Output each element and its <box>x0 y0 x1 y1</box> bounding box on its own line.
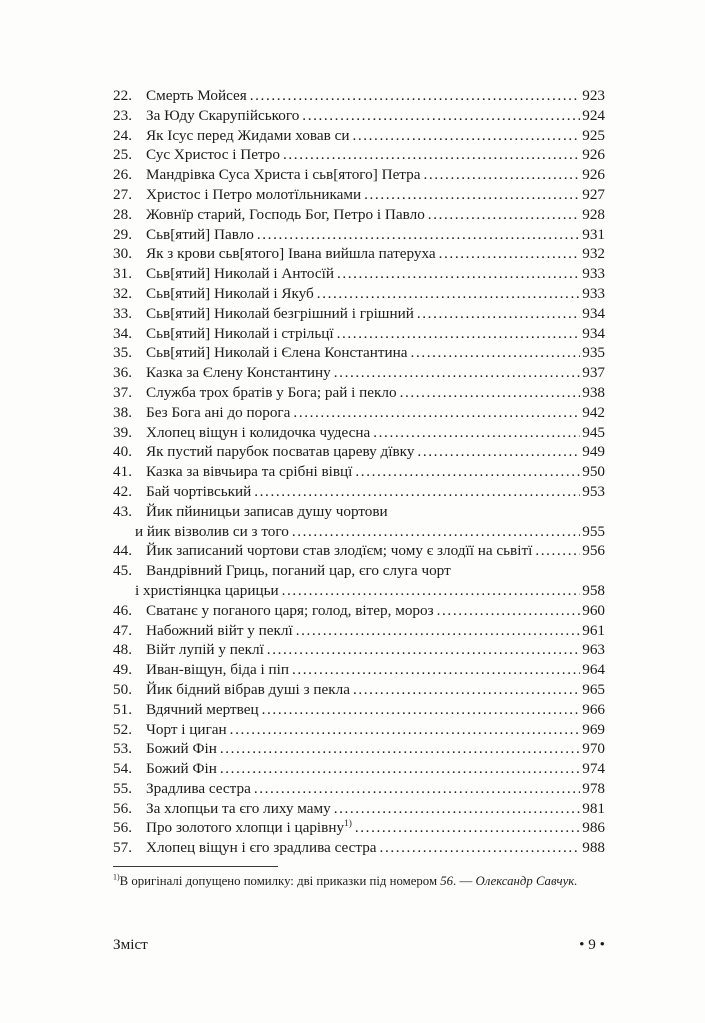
toc-entry-page: 963 <box>582 641 605 659</box>
toc-entry-title: Казка за вівчьира та срібні вівцї <box>146 463 353 481</box>
toc-row <box>113 304 605 324</box>
toc-entry-number: 52. <box>113 720 132 738</box>
toc-entry-number: 46. <box>113 601 132 619</box>
toc-entry-title: Сьв[ятий] Павло <box>146 225 254 243</box>
toc-row <box>113 363 605 383</box>
toc-row <box>113 502 605 522</box>
toc-entry-title-wrap <box>146 640 264 660</box>
toc-row <box>113 621 605 641</box>
toc-row <box>113 838 605 858</box>
toc-row <box>113 640 605 660</box>
dot-leader <box>373 423 580 443</box>
toc-entry-title-wrap <box>146 700 259 720</box>
dot-leader <box>293 403 580 423</box>
toc-row <box>113 739 605 759</box>
dot-leader <box>250 86 580 106</box>
toc-entry-title-wrap <box>146 403 290 423</box>
toc-entry-title-wrap <box>146 779 251 799</box>
toc-entry-title: Сьв[ятий] Николай і стрільцї <box>146 324 334 342</box>
toc-entry-number: 56. <box>113 799 132 817</box>
toc-entry-number: 42. <box>113 482 132 500</box>
toc-row <box>113 264 605 284</box>
toc-entry-title-wrap <box>146 145 280 165</box>
toc-entry-number: 32. <box>113 284 132 302</box>
toc-entry-title: За хлопцьи та єго лиху маму <box>146 799 331 817</box>
toc-entry-number: 30. <box>113 245 132 263</box>
toc-entry-title: Вандрівний Гриць, поганий цар, єго слуга чорт <box>146 562 451 580</box>
toc-entry-title-wrap <box>146 462 352 482</box>
toc-row <box>113 462 605 482</box>
toc-entry-title-wrap <box>146 343 408 363</box>
toc-entry-page: 945 <box>582 423 605 441</box>
toc-entry-number: 43. <box>113 502 132 520</box>
toc-row <box>113 759 605 779</box>
toc-entry-page: 950 <box>582 463 605 481</box>
toc-row <box>113 700 605 720</box>
toc-row <box>113 324 605 344</box>
toc-entry-page: 965 <box>582 680 605 698</box>
toc-entry-page: 958 <box>582 581 605 599</box>
toc-entry-number: 41. <box>113 463 132 481</box>
toc-entry-title-wrap <box>146 541 532 561</box>
toc-entry-number: 36. <box>113 364 132 382</box>
dot-leader <box>352 126 580 146</box>
dot-leader <box>334 363 580 383</box>
toc-entry-number: 40. <box>113 443 132 461</box>
toc-entry-title-wrap <box>146 324 334 344</box>
toc-entry-number: 33. <box>113 304 132 322</box>
toc-entry-number: 31. <box>113 265 132 283</box>
footnote-number-italic: 56 <box>440 874 454 888</box>
toc-entry-page: 937 <box>582 364 605 382</box>
toc-entry-number: 35. <box>113 344 132 362</box>
toc-entry-page: 925 <box>582 126 605 144</box>
dot-leader <box>428 205 580 225</box>
toc-entry-title: Сус Христос і Петро <box>146 146 280 164</box>
toc-entry-page: 923 <box>582 87 605 104</box>
toc-entry-title-wrap <box>146 86 247 106</box>
toc-entry-title: Сьв[ятий] Николай і Єлена Константина <box>146 344 408 362</box>
toc-row <box>113 165 605 185</box>
toc-entry-title-wrap <box>146 739 217 759</box>
toc-entry-number: 23. <box>113 106 132 124</box>
dot-leader <box>417 304 580 324</box>
toc-row <box>113 522 605 542</box>
toc-entry-title: Сьв[ятий] Николай і Якуб <box>146 284 314 302</box>
dot-leader <box>411 343 581 363</box>
footnote-marker: 1) <box>113 872 120 882</box>
toc-row <box>113 205 605 225</box>
page-footer <box>113 936 605 954</box>
toc-entry-number: 34. <box>113 324 132 342</box>
toc-entry-title: Йик пйиницьи записав душу чортови <box>146 502 388 520</box>
toc-entry-page: 986 <box>582 819 605 837</box>
dot-leader <box>283 145 580 165</box>
toc-entry-title: Иван-віщун, біда і піп <box>146 661 289 679</box>
dot-leader <box>296 621 581 641</box>
toc-entry-number: 53. <box>113 740 132 758</box>
dot-leader <box>220 739 580 759</box>
footnote-author: Олександр Савчук. <box>475 874 578 888</box>
toc-row <box>113 86 605 106</box>
toc-entry-page: 974 <box>582 760 605 778</box>
dot-leader <box>355 462 580 482</box>
toc-row <box>113 185 605 205</box>
toc-entry-page: 969 <box>582 720 605 738</box>
toc-entry-title-wrap <box>146 561 451 581</box>
toc-entry-page: 928 <box>582 205 605 223</box>
toc-entry-title-wrap <box>146 799 331 819</box>
toc-entry-title-wrap <box>146 284 314 304</box>
toc-row <box>113 482 605 502</box>
toc-entry-title: Божий Фін <box>146 760 217 778</box>
toc-entry-title: Бай чортівський <box>146 482 252 500</box>
toc-entry-page: 955 <box>582 522 605 540</box>
toc-row <box>113 343 605 363</box>
toc-entry-page: 935 <box>582 344 605 362</box>
toc-entry-number: 24. <box>113 126 132 144</box>
toc-entry-page: 926 <box>582 166 605 184</box>
toc-row <box>113 799 605 819</box>
toc-entry-title: Хлопец віщун і єго зрадлива сестра <box>146 839 377 857</box>
toc-entry-title-wrap <box>146 225 254 245</box>
toc-entry-title-wrap <box>146 106 299 126</box>
toc-entry-title-wrap <box>146 244 436 264</box>
toc-entry-title-wrap <box>146 383 397 403</box>
toc-entry-title-wrap <box>146 818 352 838</box>
toc-row <box>113 423 605 443</box>
toc-entry-title-wrap <box>146 423 370 443</box>
toc-entry-title: Хлопец віщун і колидочка чудесна <box>146 423 371 441</box>
toc-entry-title: Йик бідний вібрав душі з пекла <box>146 680 350 698</box>
toc-entry-page: 970 <box>582 740 605 758</box>
toc-entry-title-wrap <box>146 442 414 462</box>
toc-entry-page: 934 <box>582 304 605 322</box>
dot-leader <box>334 799 581 819</box>
toc-entry-number: 44. <box>113 542 132 560</box>
toc-entry-number: 28. <box>113 205 132 223</box>
table-of-contents <box>113 86 605 858</box>
dot-leader <box>302 106 580 126</box>
toc-entry-page: 931 <box>582 225 605 243</box>
toc-entry-page: 966 <box>582 700 605 718</box>
toc-entry-title: За Юду Скарупійського <box>146 106 300 124</box>
toc-entry-page: 964 <box>582 661 605 679</box>
toc-entry-title-wrap <box>146 502 388 522</box>
toc-entry-page: 956 <box>582 542 605 560</box>
toc-entry-page: 961 <box>582 621 605 639</box>
toc-row <box>113 601 605 621</box>
toc-entry-title: Божий Фін <box>146 740 217 758</box>
dot-leader <box>353 680 580 700</box>
toc-entry-title: Жовнїр старий, Господь Бог, Петро і Павло <box>146 205 425 223</box>
toc-entry-page: 934 <box>582 324 605 342</box>
toc-row <box>113 403 605 423</box>
toc-entry-title: Сватанє у поганого царя; голод, вітер, мороз <box>146 601 434 619</box>
toc-entry-number: 55. <box>113 779 132 797</box>
toc-entry-title-wrap <box>146 363 331 383</box>
toc-entry-page: 949 <box>582 443 605 461</box>
toc-entry-number: 56. <box>113 819 132 837</box>
toc-entry-title: Зрадлива сестра <box>146 779 251 797</box>
toc-entry-page: 933 <box>582 284 605 302</box>
toc-entry-page: 960 <box>582 601 605 619</box>
toc-row <box>113 720 605 740</box>
toc-row <box>113 145 605 165</box>
toc-row <box>113 581 605 601</box>
toc-entry-title-wrap <box>146 264 334 284</box>
toc-entry-number: 25. <box>113 146 132 164</box>
toc-entry-title: Казка за Єлену Константину <box>146 364 331 382</box>
toc-entry-title-wrap <box>146 601 434 621</box>
toc-entry-number: 26. <box>113 166 132 184</box>
toc-row <box>113 383 605 403</box>
toc-entry-page: 926 <box>582 146 605 164</box>
toc-entry-page: 953 <box>582 482 605 500</box>
toc-entry-number: 48. <box>113 641 132 659</box>
toc-entry-title-wrap <box>146 205 425 225</box>
toc-row <box>113 284 605 304</box>
toc-entry-title: Смерть Мойсея <box>146 87 247 104</box>
toc-row <box>113 561 605 581</box>
dot-leader <box>254 482 580 502</box>
toc-entry-title: і христіянцка царицьи <box>135 581 279 599</box>
dot-leader <box>267 640 580 660</box>
toc-entry-number: 27. <box>113 185 132 203</box>
toc-row <box>113 660 605 680</box>
footnote-rule <box>113 866 278 867</box>
toc-entry-number: 39. <box>113 423 132 441</box>
toc-entry-title-wrap <box>146 126 349 146</box>
toc-entry-page: 927 <box>582 185 605 203</box>
toc-row <box>113 106 605 126</box>
toc-entry-title: Як Ісус перед Жидами ховав си <box>146 126 350 144</box>
footnote-text: В оригіналі допущено помилку: дві приказки під номером <box>119 874 441 888</box>
dot-leader <box>337 324 581 344</box>
toc-entry-number: 54. <box>113 760 132 778</box>
dot-leader <box>355 818 580 838</box>
toc-entry-page: 978 <box>582 779 605 797</box>
toc-entry-title: Мандрівка Суса Христа і сьв[ятого] Петра <box>146 166 421 184</box>
toc-entry-page: 933 <box>582 265 605 283</box>
toc-entry-title-wrap <box>146 165 420 185</box>
toc-entry-number: 47. <box>113 621 132 639</box>
toc-entry-title-wrap <box>146 759 217 779</box>
toc-entry-title: Набожний війт у пеклї <box>146 621 293 639</box>
toc-entry-page: 981 <box>582 799 605 817</box>
toc-entry-page: 932 <box>582 245 605 263</box>
toc-entry-title: Як з крови сьв[ятого] Івана вийшла патеруха <box>146 245 436 263</box>
toc-entry-title-wrap <box>146 621 293 641</box>
dot-leader <box>292 522 580 542</box>
toc-entry-title-wrap <box>146 304 414 324</box>
toc-entry-title-wrap <box>146 482 251 502</box>
toc-entry-title: Сьв[ятий] Николай і Антосїй <box>146 265 334 283</box>
dot-leader <box>220 759 580 779</box>
toc-row <box>113 442 605 462</box>
toc-entry-number: 22. <box>113 87 132 104</box>
toc-entry-title-wrap <box>135 581 279 601</box>
toc-entry-title: Вдячний мертвец <box>146 700 259 718</box>
footnote-dash: . — <box>453 874 476 888</box>
dot-leader <box>337 264 580 284</box>
toc-row <box>113 779 605 799</box>
toc-row <box>113 225 605 245</box>
toc-entry-number: 51. <box>113 700 132 718</box>
dot-leader <box>364 185 580 205</box>
toc-entry-page: 988 <box>582 839 605 857</box>
toc-entry-number: 49. <box>113 661 132 679</box>
footer-page-number: • 9 • <box>579 936 605 953</box>
dot-leader <box>292 660 580 680</box>
dot-leader <box>400 383 581 403</box>
dot-leader <box>262 700 581 720</box>
toc-entry-title: Як пустий парубок посватав цареву дївку <box>146 443 415 461</box>
dot-leader <box>437 601 581 621</box>
toc-entry-number: 37. <box>113 383 132 401</box>
toc-entry-title-wrap <box>135 522 289 542</box>
toc-entry-title: Війт лупій у пеклї <box>146 641 264 659</box>
toc-entry-number: 50. <box>113 680 132 698</box>
toc-row <box>113 680 605 700</box>
toc-entry-title: Сьв[ятий] Николай безгрішний і грішний <box>146 304 414 322</box>
toc-entry-title-wrap <box>146 720 227 740</box>
dot-leader <box>535 541 580 561</box>
dot-leader <box>282 581 581 601</box>
toc-row <box>113 126 605 146</box>
toc-entry-title-wrap <box>146 838 377 858</box>
dot-leader <box>317 284 580 304</box>
footer-section-label: Зміст <box>113 936 148 953</box>
toc-entry-number: 45. <box>113 562 132 580</box>
toc-entry-number: 38. <box>113 403 132 421</box>
toc-entry-title: Про золотого хлопци і царівну <box>146 819 345 837</box>
dot-leader <box>417 442 580 462</box>
toc-entry-title: Без Бога ані до порога <box>146 403 291 421</box>
toc-entry-number: 29. <box>113 225 132 243</box>
toc-entry-title: Чорт і циган <box>146 720 227 738</box>
toc-entry-title: Служба трох братів у Бога; рай і пекло <box>146 383 397 401</box>
toc-entry-title-wrap <box>146 660 289 680</box>
dot-leader <box>439 244 581 264</box>
dot-leader <box>254 779 580 799</box>
footnote <box>113 873 605 890</box>
toc-entry-number: 57. <box>113 839 132 857</box>
dot-leader <box>423 165 580 185</box>
dot-leader <box>230 720 581 740</box>
toc-row <box>113 244 605 264</box>
toc-entry-title-wrap <box>146 680 350 700</box>
toc-entry-title-wrap <box>146 185 361 205</box>
toc-row <box>113 818 605 838</box>
toc-entry-title: Йик записаний чортови став злодїєм; чому є злодїї на сьвітї <box>146 542 533 560</box>
dot-leader <box>257 225 580 245</box>
toc-row <box>113 541 605 561</box>
footnote-area <box>113 866 605 890</box>
toc-entry-page: 924 <box>582 106 605 124</box>
toc-entry-page: 942 <box>582 403 605 421</box>
footnote-ref: 1) <box>344 819 352 830</box>
toc-entry-title: и йик візволив си з того <box>135 522 289 540</box>
toc-entry-title: Христос і Петро молотїльниками <box>146 185 362 203</box>
toc-entry-page: 938 <box>582 383 605 401</box>
dot-leader <box>380 838 581 858</box>
